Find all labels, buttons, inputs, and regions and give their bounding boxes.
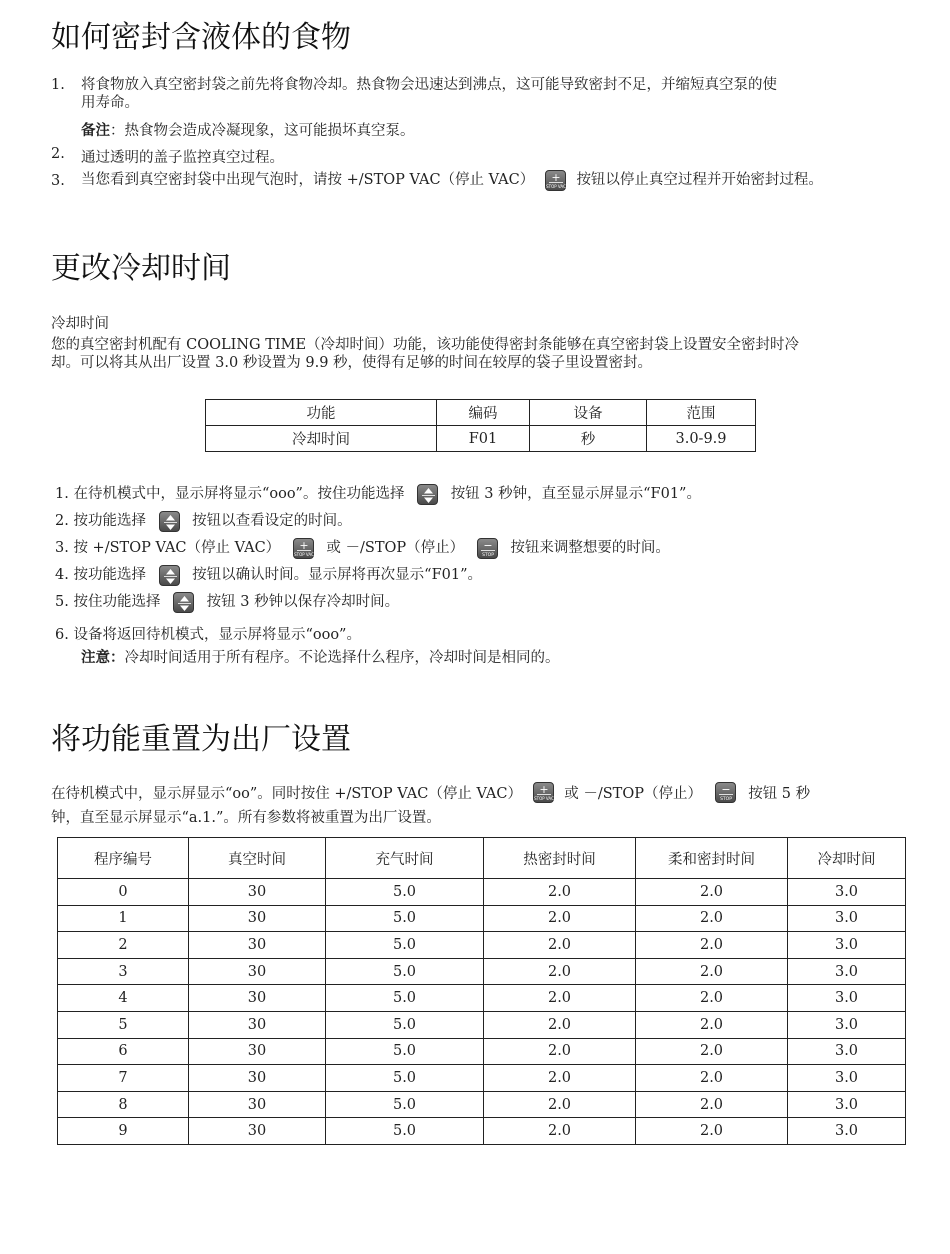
table-cell: 2.0 xyxy=(484,1038,636,1065)
table-cell: 2.0 xyxy=(484,1065,636,1092)
svg-text:STOP VAC: STOP VAC xyxy=(293,551,314,557)
table-row xyxy=(58,985,906,1012)
factory-settings-table xyxy=(57,837,906,1145)
table-cell: 5 xyxy=(58,1011,189,1038)
table-cell: 30 xyxy=(189,1091,326,1118)
table-header: 编码 xyxy=(437,400,530,426)
plus-stop-vac-button-icon xyxy=(545,170,566,191)
step-text: 按住功能选择 xyxy=(73,594,161,610)
table-cell: 30 xyxy=(189,1011,326,1038)
table-row xyxy=(58,1091,906,1118)
table-cell: 2.0 xyxy=(484,1091,636,1118)
minus-stop-button-icon xyxy=(715,782,736,803)
list-number: 4. xyxy=(55,567,69,583)
table-cell: 30 xyxy=(189,958,326,985)
note xyxy=(81,646,560,667)
paragraph-text: 按钮 5 秒 xyxy=(748,786,811,802)
list-item-text: 通过透明的盖子监控真空过程。 xyxy=(81,150,284,166)
table-cell: 2.0 xyxy=(636,1065,788,1092)
table-cell: 30 xyxy=(189,932,326,959)
table-cell: 2.0 xyxy=(636,905,788,932)
table-cell: 2.0 xyxy=(636,932,788,959)
svg-text:+: + xyxy=(551,170,561,184)
table-header: 程序编号 xyxy=(58,838,189,879)
table-cell: 2.0 xyxy=(484,1011,636,1038)
factory-reset-description xyxy=(51,782,810,806)
table-cell: 冷却时间 xyxy=(206,426,437,452)
step-3 xyxy=(55,536,670,560)
table-cell: 3.0 xyxy=(788,958,906,985)
table-row xyxy=(58,1038,906,1065)
table-cell: 9 xyxy=(58,1118,189,1145)
table-cell: 5.0 xyxy=(326,1118,484,1145)
table-cell: 0 xyxy=(58,879,189,906)
table-cell: 5.0 xyxy=(326,1065,484,1092)
table-cell: 6 xyxy=(58,1038,189,1065)
table-header: 功能 xyxy=(206,400,437,426)
table-cell: 3.0 xyxy=(788,1011,906,1038)
table-cell: 2.0 xyxy=(636,958,788,985)
step-5 xyxy=(55,590,399,614)
step-text: 按功能选择 xyxy=(73,513,146,529)
table-row xyxy=(58,932,906,959)
table-cell: 3.0 xyxy=(788,932,906,959)
step-text: 按功能选择 xyxy=(73,567,146,583)
function-select-button-icon xyxy=(159,565,180,586)
table-cell: 3.0 xyxy=(788,879,906,906)
table-cell: 2.0 xyxy=(484,879,636,906)
table-cell: 5.0 xyxy=(326,1091,484,1118)
list-number: 5. xyxy=(55,594,69,610)
svg-text:+: + xyxy=(299,538,309,552)
table-cell: 1 xyxy=(58,905,189,932)
list-number: 1. xyxy=(55,486,69,502)
table-cell: 2.0 xyxy=(636,1011,788,1038)
paragraph-text: 在待机模式中，显示屏显示“oo”。同时按住 +/STOP VAC（停止 VAC） xyxy=(51,786,523,802)
table-cell: 3.0 xyxy=(788,1091,906,1118)
paragraph-line: 钟，直至显示屏显示“a.1.”。所有参数将被重置为出厂设置。 xyxy=(51,810,441,826)
table-row xyxy=(58,905,906,932)
step-4 xyxy=(55,563,482,587)
table-header: 热密封时间 xyxy=(484,838,636,879)
step-text: 按钮以查看设定的时间。 xyxy=(192,513,352,529)
paragraph-text: 或 －/STOP（停止） xyxy=(564,786,702,802)
table-cell: 2.0 xyxy=(636,1091,788,1118)
table-header: 设备 xyxy=(530,400,647,426)
svg-text:STOP: STOP xyxy=(481,552,494,558)
subsection-title: 冷却时间 xyxy=(51,316,109,332)
note-text: 冷却时间适用于所有程序。不论选择什么程序，冷却时间是相同的。 xyxy=(124,650,560,666)
list-number: 2. xyxy=(51,146,65,162)
table-cell: 2.0 xyxy=(484,905,636,932)
table-cell: 5.0 xyxy=(326,958,484,985)
step-1 xyxy=(55,482,701,506)
note-label: 备注 xyxy=(81,123,110,139)
table-row xyxy=(58,1011,906,1038)
step-2 xyxy=(55,509,352,533)
table-cell: 30 xyxy=(189,879,326,906)
table-cell: 3.0 xyxy=(788,1118,906,1145)
table-header: 真空时间 xyxy=(189,838,326,879)
list-number: 1. xyxy=(51,77,65,93)
table-cell: 2.0 xyxy=(636,985,788,1012)
table-row xyxy=(58,1118,906,1145)
list-number: 3. xyxy=(51,173,65,189)
table-row xyxy=(58,958,906,985)
table-cell: 2.0 xyxy=(636,879,788,906)
table-header: 范围 xyxy=(647,400,756,426)
section-title-change-cooling-time: 更改冷却时间 xyxy=(51,251,231,286)
step-6 xyxy=(55,623,361,644)
paragraph-line: 您的真空密封机配有 COOLING TIME（冷却时间）功能，该功能使得密封条能够在真空密封袋上设置安全密封时冷 xyxy=(51,337,800,353)
table-cell: F01 xyxy=(437,426,530,452)
function-select-button-icon xyxy=(417,484,438,505)
list-number: 3. xyxy=(55,540,69,556)
list-item-text: 当您看到真空密封袋中出现气泡时，请按 +/STOP VAC（停止 VAC） xyxy=(81,172,535,188)
list-number: 6. xyxy=(55,627,69,643)
step-text: 设备将返回待机模式，显示屏将显示“ooo”。 xyxy=(73,627,361,643)
table-cell: 30 xyxy=(189,1118,326,1145)
list-item-text: 用寿命。 xyxy=(81,95,139,111)
step-text: 按钮 3 秒钟以保存冷却时间。 xyxy=(206,594,400,610)
table-cell: 30 xyxy=(189,905,326,932)
svg-text:+: + xyxy=(539,783,549,796)
svg-text:−: − xyxy=(720,783,731,796)
note-label: 注意： xyxy=(81,650,125,666)
step-text: 按 +/STOP VAC（停止 VAC） xyxy=(73,540,281,556)
note-text: ：热食物会造成冷凝现象，这可能损坏真空泵。 xyxy=(110,123,415,139)
list-item-text: 将食物放入真空密封袋之前先将食物冷却。热食物会迅速达到沸点，这可能导致密封不足，并缩短真空泵的使 xyxy=(81,77,777,93)
table-cell: 30 xyxy=(189,985,326,1012)
section-title-sealing-liquids: 如何密封含液体的食物 xyxy=(51,20,351,55)
table-cell: 3.0-9.9 xyxy=(647,426,756,452)
table-cell: 5.0 xyxy=(326,985,484,1012)
svg-text:−: − xyxy=(483,538,493,552)
table-cell: 5.0 xyxy=(326,879,484,906)
function-select-button-icon xyxy=(173,592,194,613)
step-text: 按钮来调整想要的时间。 xyxy=(510,540,670,556)
svg-text:STOP VAC: STOP VAC xyxy=(533,796,554,801)
table-cell: 8 xyxy=(58,1091,189,1118)
svg-text:STOP VAC: STOP VAC xyxy=(545,183,566,189)
table-cell: 30 xyxy=(189,1065,326,1092)
step-text: 在待机模式中，显示屏将显示“ooo”。按住功能选择 xyxy=(73,486,405,502)
table-cell: 3.0 xyxy=(788,905,906,932)
table-cell: 5.0 xyxy=(326,905,484,932)
table-cell: 3.0 xyxy=(788,985,906,1012)
table-cell: 秒 xyxy=(530,426,647,452)
table-cell: 30 xyxy=(189,1038,326,1065)
svg-text:STOP: STOP xyxy=(719,797,732,802)
table-cell: 5.0 xyxy=(326,932,484,959)
table-cell: 5.0 xyxy=(326,1011,484,1038)
table-header: 冷却时间 xyxy=(788,838,906,879)
step-text: 按钮以确认时间。显示屏将再次显示“F01”。 xyxy=(192,567,483,583)
list-number: 2. xyxy=(55,513,69,529)
table-cell: 2.0 xyxy=(484,932,636,959)
list-item xyxy=(81,76,911,112)
table-cell: 4 xyxy=(58,985,189,1012)
table-cell: 2.0 xyxy=(636,1118,788,1145)
table-cell: 2.0 xyxy=(484,985,636,1012)
list-item xyxy=(81,168,823,192)
plus-stop-vac-button-icon xyxy=(293,538,314,559)
cooling-time-description xyxy=(51,336,911,372)
minus-stop-button-icon xyxy=(477,538,498,559)
table-cell: 5.0 xyxy=(326,1038,484,1065)
table-header: 柔和密封时间 xyxy=(636,838,788,879)
table-cell: 2 xyxy=(58,932,189,959)
function-select-button-icon xyxy=(159,511,180,532)
cooling-time-table xyxy=(205,399,756,452)
table-cell: 3 xyxy=(58,958,189,985)
table-cell: 2.0 xyxy=(484,1118,636,1145)
table-cell: 2.0 xyxy=(484,958,636,985)
table-cell: 3.0 xyxy=(788,1065,906,1092)
step-text: 按钮 3 秒钟，直至显示屏显示“F01”。 xyxy=(450,486,701,502)
table-header: 充气时间 xyxy=(326,838,484,879)
table-row xyxy=(58,879,906,906)
table-cell: 2.0 xyxy=(636,1038,788,1065)
step-text: 或 －/STOP（停止） xyxy=(326,540,465,556)
table-cell: 7 xyxy=(58,1065,189,1092)
table-cell: 3.0 xyxy=(788,1038,906,1065)
plus-stop-vac-button-icon xyxy=(533,782,554,803)
list-item-text: 按钮以停止真空过程并开始密封过程。 xyxy=(576,172,823,188)
table-row xyxy=(58,1065,906,1092)
section-title-factory-reset: 将功能重置为出厂设置 xyxy=(51,722,351,757)
paragraph-line: 却。可以将其从出厂设置 3.0 秒设置为 9.9 秒，使得有足够的时间在较厚的袋子里设置密封。 xyxy=(51,355,653,371)
note xyxy=(81,119,415,140)
